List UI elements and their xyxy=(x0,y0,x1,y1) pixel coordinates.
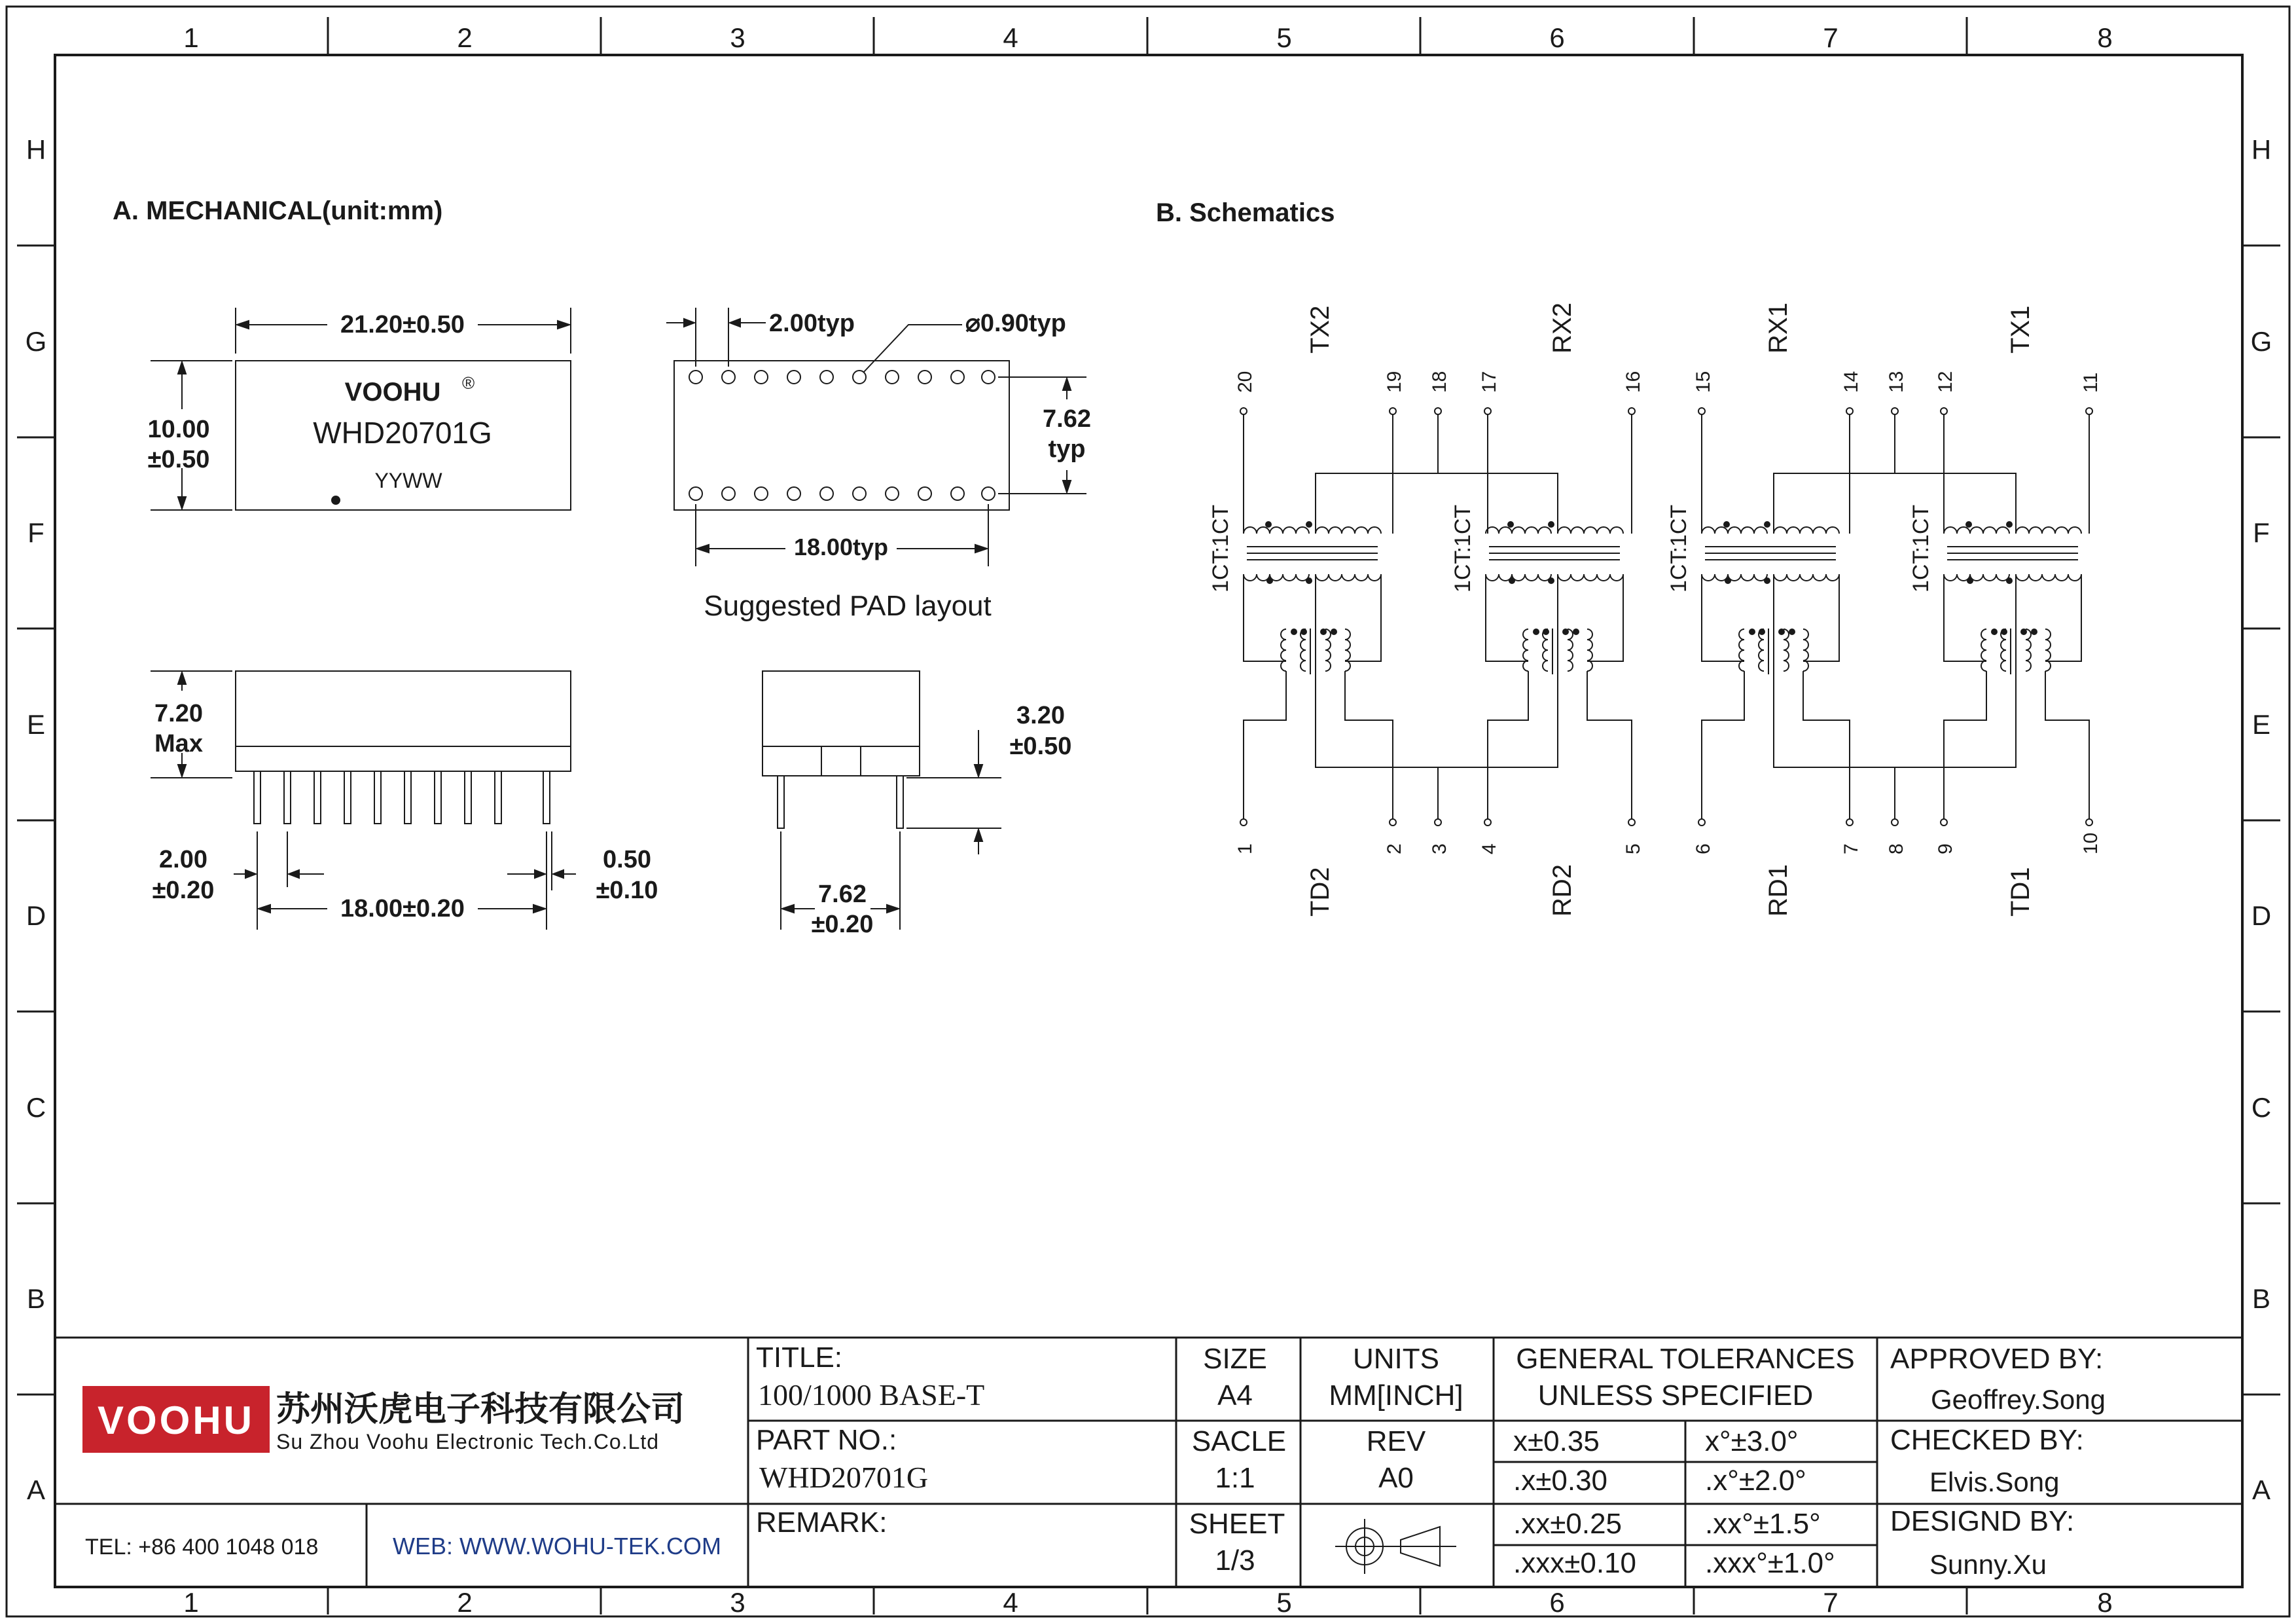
size-label: SIZE xyxy=(1203,1343,1267,1375)
tolerance-angular: .x°±2.0° xyxy=(1705,1465,1806,1497)
side-view-pins xyxy=(254,771,550,824)
title-block-grid xyxy=(55,1338,2242,1587)
tolerance-title: GENERAL TOLERANCES xyxy=(1516,1343,1855,1375)
end-view-body xyxy=(762,671,920,746)
column-label: 8 xyxy=(2097,22,2113,53)
tolerance-angular: .xxx°±1.0° xyxy=(1705,1547,1835,1579)
pin-number: 14 xyxy=(1840,371,1862,393)
row-spacing-tolerance: ±0.20 xyxy=(811,911,874,938)
tolerance-linear: .xxx±0.10 xyxy=(1513,1547,1637,1579)
pad-pitch-dimension: 2.00typ xyxy=(769,310,855,337)
pad-hole-diameter: ⌀0.90typ xyxy=(965,310,1066,337)
schematic-wiring xyxy=(1240,408,2092,826)
channel-bottom-label: TD1 xyxy=(2006,867,2035,917)
channel-top-label: RX2 xyxy=(1548,302,1577,354)
pad-layout-caption: Suggested PAD layout xyxy=(704,590,992,622)
row-label: E xyxy=(26,709,46,740)
tolerance-linear: .x±0.30 xyxy=(1513,1465,1608,1497)
column-label: 1 xyxy=(183,1587,199,1618)
pin-number: 17 xyxy=(1479,371,1500,393)
remark-label: REMARK: xyxy=(756,1506,888,1539)
pad-row-spacing-typ: typ xyxy=(1048,435,1086,463)
title-label: TITLE: xyxy=(756,1341,843,1374)
frame-row-labels xyxy=(26,134,2272,1505)
pin-number: 2 xyxy=(1384,843,1405,854)
end-view xyxy=(762,671,1001,930)
units-value: MM[INCH] xyxy=(1329,1379,1463,1412)
turns-ratio: 1CT:1CT xyxy=(1909,504,1933,593)
channel-bottom-label: TD2 xyxy=(1306,867,1335,917)
row-spacing-dimension: 7.62 xyxy=(818,881,867,908)
pin-number: 10 xyxy=(2080,832,2102,854)
pin-number: 8 xyxy=(1886,843,1907,854)
website: WEB: WWW.WOHU-TEK.COM xyxy=(393,1533,721,1559)
designed-by-value: Sunny.Xu xyxy=(1929,1549,2047,1580)
pin-number: 11 xyxy=(2080,372,2102,393)
row-label: C xyxy=(2251,1092,2272,1123)
pad-holes xyxy=(689,371,995,500)
checked-by-label: CHECKED BY: xyxy=(1890,1424,2084,1456)
row-label: C xyxy=(26,1092,46,1123)
pin-number: 19 xyxy=(1384,371,1405,393)
column-label: 5 xyxy=(1276,22,1292,53)
pin-width-tolerance: ±0.10 xyxy=(596,877,658,904)
column-label: 5 xyxy=(1276,1587,1292,1618)
units-label: UNITS xyxy=(1353,1343,1439,1375)
tolerance-subtitle: UNLESS SPECIFIED xyxy=(1537,1379,1814,1412)
column-label: 6 xyxy=(1549,22,1565,53)
tolerance-angular: x°±3.0° xyxy=(1705,1425,1799,1457)
column-label: 2 xyxy=(457,22,473,53)
pin-number: 18 xyxy=(1429,371,1450,393)
side-view-base xyxy=(236,746,571,771)
telephone: TEL: +86 400 1048 018 xyxy=(85,1535,319,1559)
top-height-tolerance: ±0.50 xyxy=(147,446,210,473)
approved-by-label: APPROVED BY: xyxy=(1890,1343,2104,1375)
row-label: D xyxy=(26,900,46,931)
column-label: 4 xyxy=(1003,22,1018,53)
pin-number: 1 xyxy=(1234,843,1256,854)
channel-top-label: TX2 xyxy=(1306,305,1335,354)
top-width-dimension: 21.20±0.50 xyxy=(340,311,465,338)
tolerance-linear: x±0.35 xyxy=(1513,1425,1600,1457)
projection-symbol-icon xyxy=(1335,1519,1456,1574)
side-height-dimension: 7.20 xyxy=(154,700,203,727)
column-label: 8 xyxy=(2097,1587,2113,1618)
part-marking: WHD20701G xyxy=(313,416,492,450)
column-label: 3 xyxy=(730,1587,745,1618)
pin-number: 3 xyxy=(1429,843,1450,854)
sheet-label: SHEET xyxy=(1189,1508,1285,1540)
end-view-base xyxy=(762,746,920,776)
row-label: G xyxy=(25,326,47,357)
row-label: H xyxy=(2251,134,2272,165)
part-number-value: WHD20701G xyxy=(759,1461,929,1494)
row-label: F xyxy=(27,517,45,548)
channel-top-label: TX1 xyxy=(2006,305,2035,354)
frame-column-labels xyxy=(183,22,2112,1618)
turns-ratio: 1CT:1CT xyxy=(1450,504,1475,593)
pin-numbers xyxy=(1234,371,2102,854)
pin-number: 7 xyxy=(1840,843,1862,854)
row-label: E xyxy=(2251,709,2271,740)
column-label: 3 xyxy=(730,22,745,53)
top-height-dimension: 10.00 xyxy=(147,416,210,443)
logo-text: VOOHU xyxy=(97,1398,255,1442)
designed-by-label: DESIGND BY: xyxy=(1890,1505,2075,1537)
schematic-labels xyxy=(1306,302,2035,917)
company-name-en: Su Zhou Voohu Electronic Tech.Co.Ltd xyxy=(276,1430,660,1453)
scale-label: SACLE xyxy=(1191,1425,1287,1457)
row-label: A xyxy=(2251,1474,2271,1505)
pin-number: 6 xyxy=(1693,843,1714,854)
pin-number: 15 xyxy=(1693,371,1714,393)
company-name-cn: 苏州沃虎电子科技有限公司 xyxy=(276,1391,685,1429)
pin-number: 4 xyxy=(1479,843,1500,854)
column-label: 1 xyxy=(183,22,199,53)
side-height-max: Max xyxy=(154,730,203,757)
title-value: 100/1000 BASE-T xyxy=(758,1378,985,1412)
schematics-heading: B. Schematics xyxy=(1156,198,1335,227)
pin-number: 16 xyxy=(1623,371,1644,393)
pin-number: 5 xyxy=(1623,843,1644,854)
side-view xyxy=(151,671,576,930)
row-label: D xyxy=(2251,900,2272,931)
pin-number: 12 xyxy=(1935,371,1956,393)
mechanical-heading: A. MECHANICAL(unit:mm) xyxy=(113,196,443,225)
row-label: H xyxy=(26,134,46,165)
row-label: A xyxy=(26,1474,46,1505)
approved-by-value: Geoffrey.Song xyxy=(1931,1384,2106,1415)
column-label: 6 xyxy=(1549,1587,1565,1618)
turns-ratio: 1CT:1CT xyxy=(1208,504,1233,593)
lead-length-dimension: 3.20 xyxy=(1016,702,1065,729)
revision-label: REV xyxy=(1366,1425,1426,1457)
sheet-value: 1/3 xyxy=(1215,1544,1255,1577)
pad-layout xyxy=(666,308,1086,566)
side-pitch-dimension: 2.00 xyxy=(159,846,207,873)
pad-row-spacing: 7.62 xyxy=(1043,405,1091,433)
column-label: 7 xyxy=(1823,1587,1839,1618)
row-label: G xyxy=(2250,326,2272,357)
pin-number: 9 xyxy=(1935,843,1956,854)
side-span-dimension: 18.00±0.20 xyxy=(340,895,465,922)
channel-bottom-label: RD2 xyxy=(1548,864,1577,917)
column-label: 4 xyxy=(1003,1587,1018,1618)
pin-width-dimension: 0.50 xyxy=(603,846,651,873)
drawing-frame xyxy=(7,7,2289,1616)
pad-span-dimension: 18.00typ xyxy=(793,534,889,560)
tolerance-linear: .xx±0.25 xyxy=(1513,1508,1623,1540)
lead-length-tolerance: ±0.50 xyxy=(1009,733,1072,760)
tolerance-table xyxy=(1513,1425,1835,1579)
pin-number: 20 xyxy=(1234,371,1256,393)
revision-value: A0 xyxy=(1378,1462,1414,1494)
column-label: 7 xyxy=(1823,22,1839,53)
row-label: F xyxy=(2253,517,2270,548)
turns-ratio: 1CT:1CT xyxy=(1666,504,1691,593)
date-code-marking: YYWW xyxy=(374,469,442,492)
row-label: B xyxy=(26,1283,46,1314)
side-pitch-tolerance: ±0.20 xyxy=(152,877,215,904)
brand-marking: VOOHU xyxy=(344,378,441,407)
size-value: A4 xyxy=(1217,1379,1253,1412)
column-label: 2 xyxy=(457,1587,473,1618)
scale-value: 1:1 xyxy=(1215,1462,1255,1494)
tolerance-angular: .xx°±1.5° xyxy=(1705,1508,1821,1540)
turns-ratio-labels xyxy=(1208,505,1933,593)
side-view-body xyxy=(236,671,571,746)
channel-bottom-label: RD1 xyxy=(1764,864,1793,917)
checked-by-value: Elvis.Song xyxy=(1929,1467,2060,1497)
part-number-label: PART NO.: xyxy=(756,1424,897,1456)
pin-number: 13 xyxy=(1886,371,1907,393)
registered-mark: ® xyxy=(462,373,475,393)
channel-top-label: RX1 xyxy=(1764,302,1793,354)
row-label: B xyxy=(2251,1283,2271,1314)
